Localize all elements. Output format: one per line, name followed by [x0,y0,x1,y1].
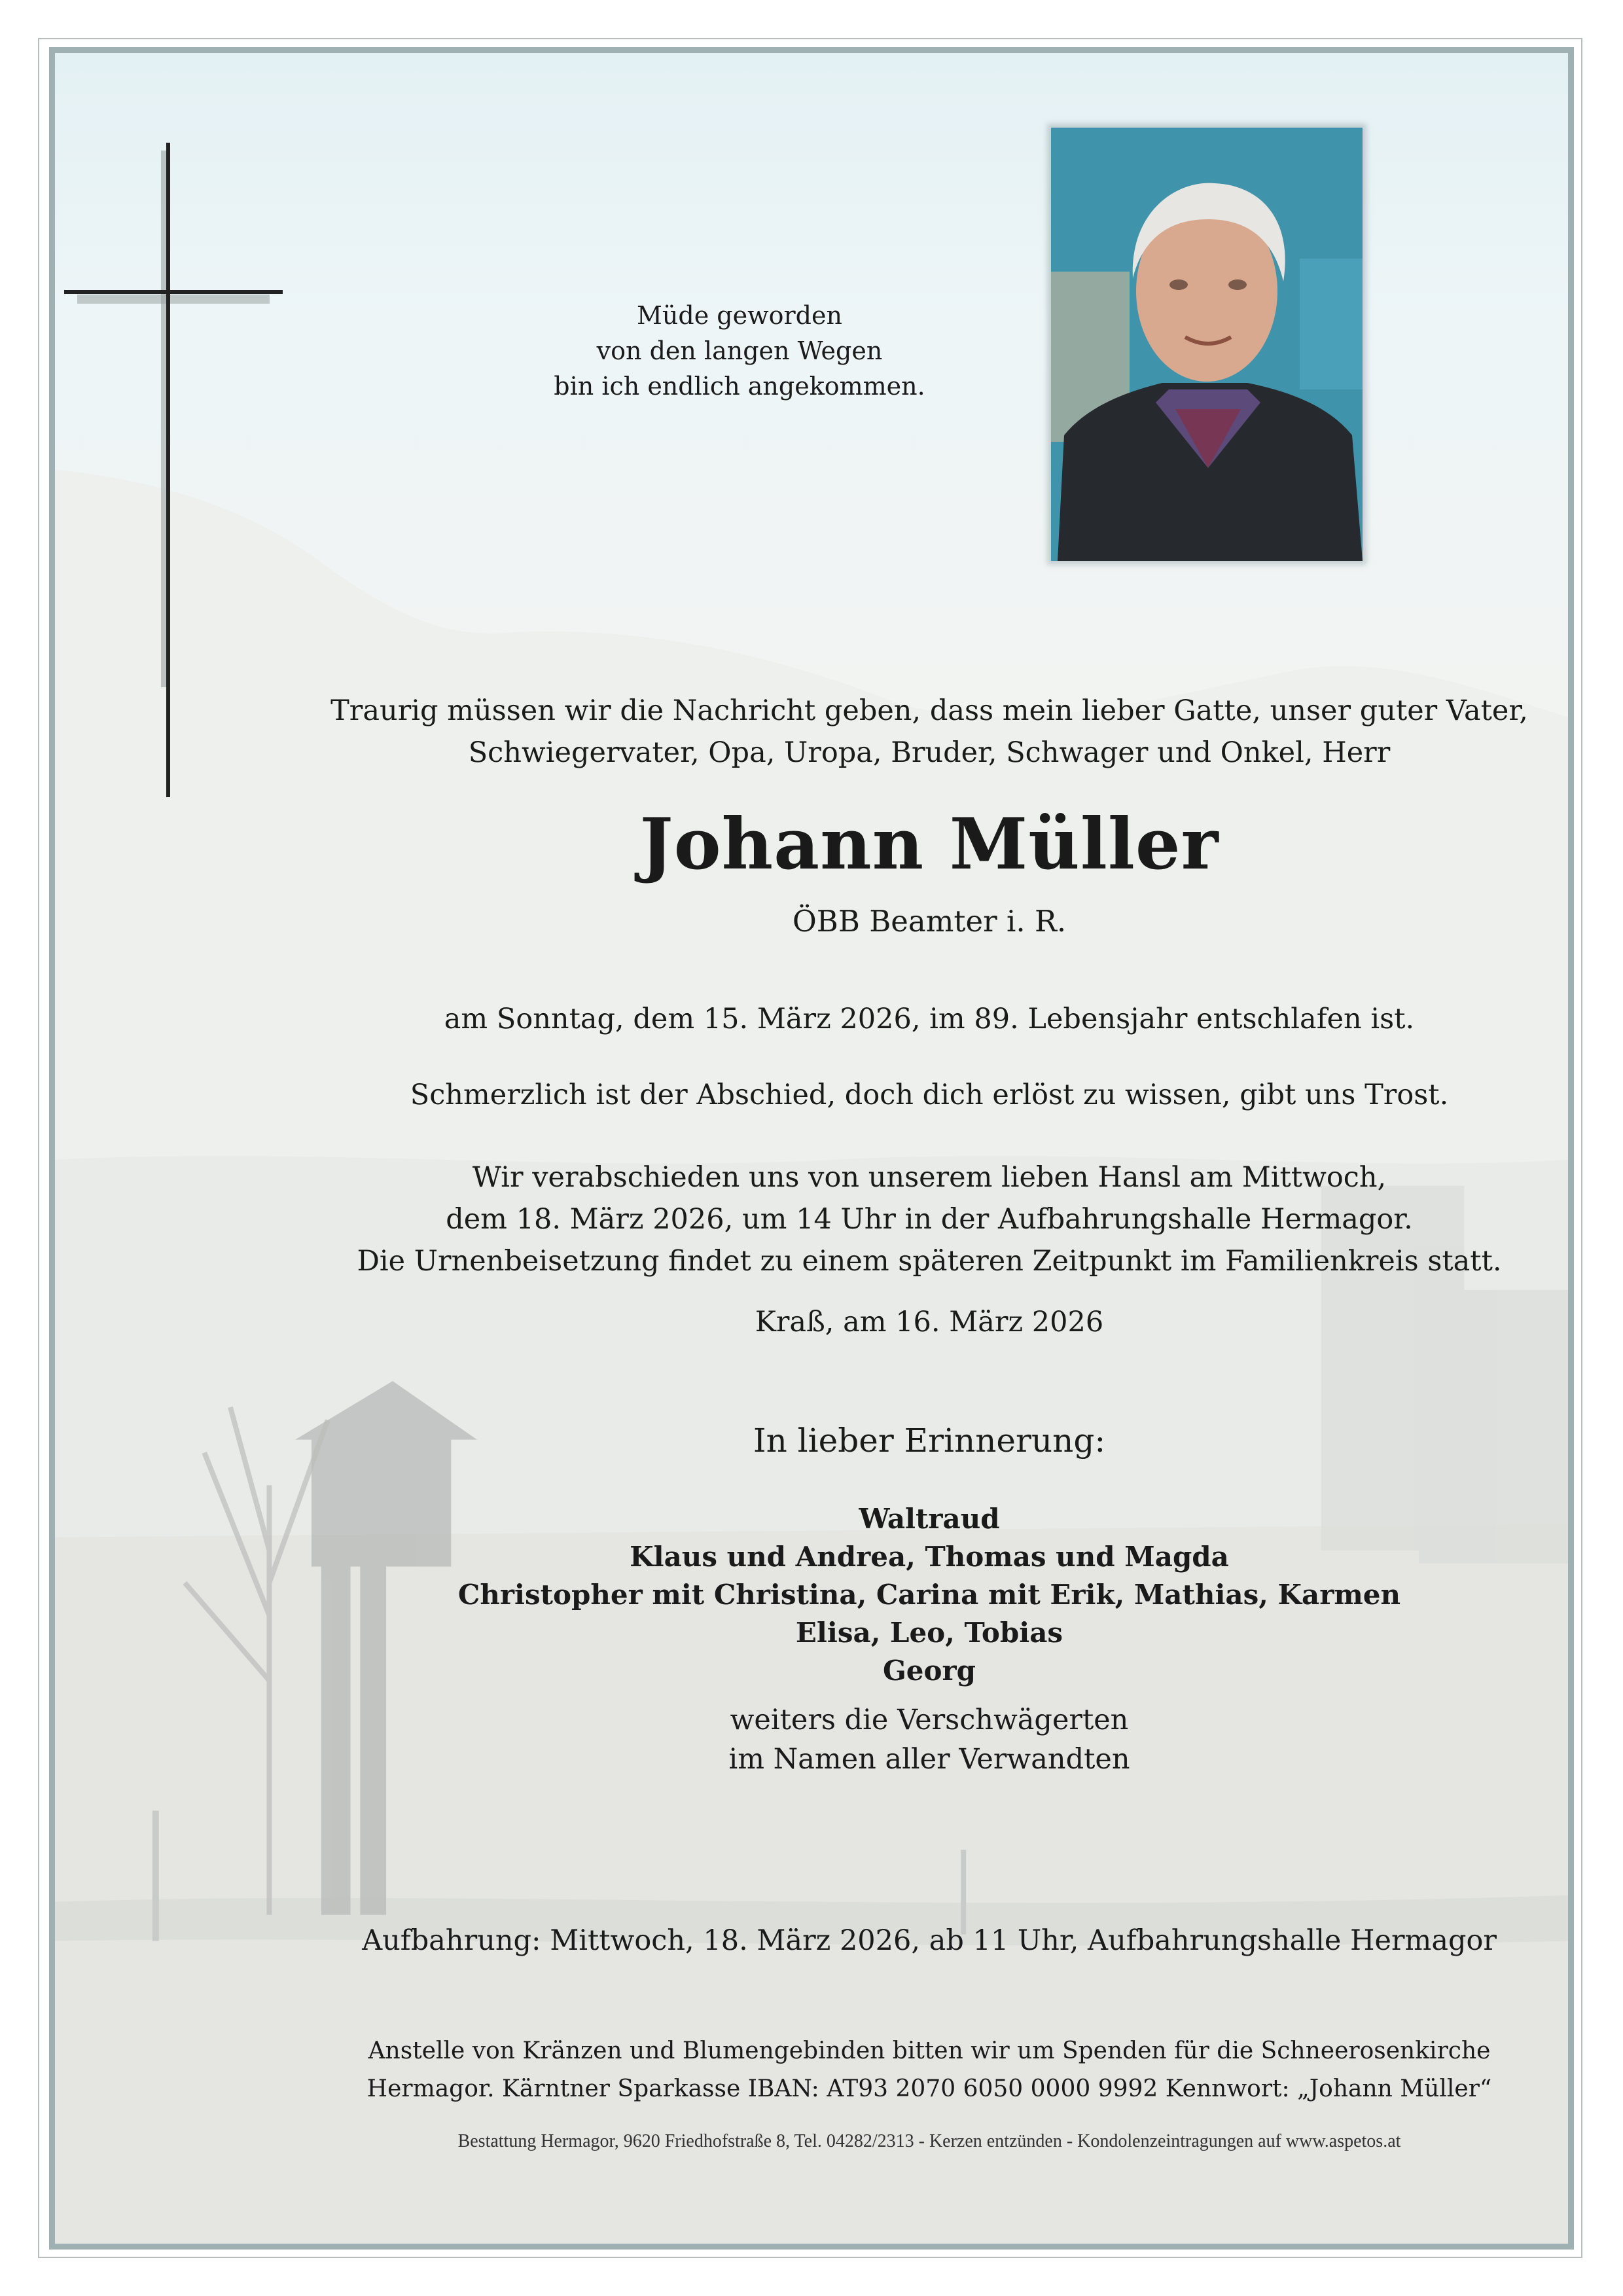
verse [510,298,969,404]
verse-line: von den langen Wegen [596,336,883,365]
farewell-text [288,1157,1571,1282]
verse-line: bin ich endlich angekommen. [554,372,925,401]
mourner-line: Christopher mit Christina, Carina mit Erik, Mathias, Karmen [457,1579,1401,1611]
deceased-name: Johann Müller [639,803,1219,886]
mourner-line: Klaus und Andrea, Thomas und Magda [630,1541,1229,1573]
verse-line: Müde geworden [637,301,842,330]
farewell-line: Die Urnenbeisetzung findet zu einem späteren Zeitpunkt im Familienkreis statt. [357,1245,1502,1278]
mourner-line: Waltraud [859,1503,1000,1535]
memory-heading: In lieber Erinnerung: [753,1422,1106,1460]
donation-text [288,2032,1571,2108]
deceased-title: ÖBB Beamter i. R. [792,904,1067,939]
portrait-photo [1051,128,1363,561]
cross-shadow-horizontal [77,295,270,304]
relatives-text [288,1700,1571,1779]
cross-icon [166,143,170,797]
farewell-line: dem 18. März 2026, um 14 Uhr in der Aufbahrungshalle Hermagor. [446,1203,1413,1236]
intro-line: Traurig müssen wir die Nachricht geben, dass mein lieber Gatte, unser guter Vater, [330,694,1528,727]
death-notice: am Sonntag, dem 15. März 2026, im 89. Lebensjahr entschlafen ist. [444,1003,1415,1035]
wake-info: Aufbahrung: Mittwoch, 18. März 2026, ab 11 Uhr, Aufbahrungshalle Hermagor [362,1924,1497,1957]
intro-text [288,690,1571,774]
place-date: Kraß, am 16. März 2026 [755,1306,1104,1338]
mourner-line: Georg [882,1655,976,1687]
donation-line: Anstelle von Kränzen und Blumengebinden bitten wir um Spenden für die Schneerosenkirche [368,2037,1491,2064]
relatives-line: im Namen aller Verwandten [728,1743,1130,1776]
relatives-line: weiters die Verschwägerten [730,1704,1129,1736]
farewell-line: Wir verabschieden uns von unserem lieben Hansl am Mittwoch, [472,1161,1387,1194]
footer-text: Bestattung Hermagor, 9620 Friedhofstraße 8, Tel. 04282/2313 - Kerzen entzünden - Kondolenzeintragungen auf www.aspetos.at [457,2131,1401,2151]
donation-line: Hermagor. Kärntner Sparkasse IBAN: AT93 2070 6050 0000 9992 Kennwort: „Johann Müller“ [366,2075,1492,2102]
cross-bar [64,290,283,294]
intro-line: Schwiegervater, Opa, Uropa, Bruder, Schwager und Onkel, Herr [468,736,1391,769]
mourners-list [288,1500,1571,1690]
comfort-text: Schmerzlich ist der Abschied, doch dich erlöst zu wissen, gibt uns Trost. [410,1079,1449,1111]
mourner-line: Elisa, Leo, Tobias [795,1617,1063,1649]
